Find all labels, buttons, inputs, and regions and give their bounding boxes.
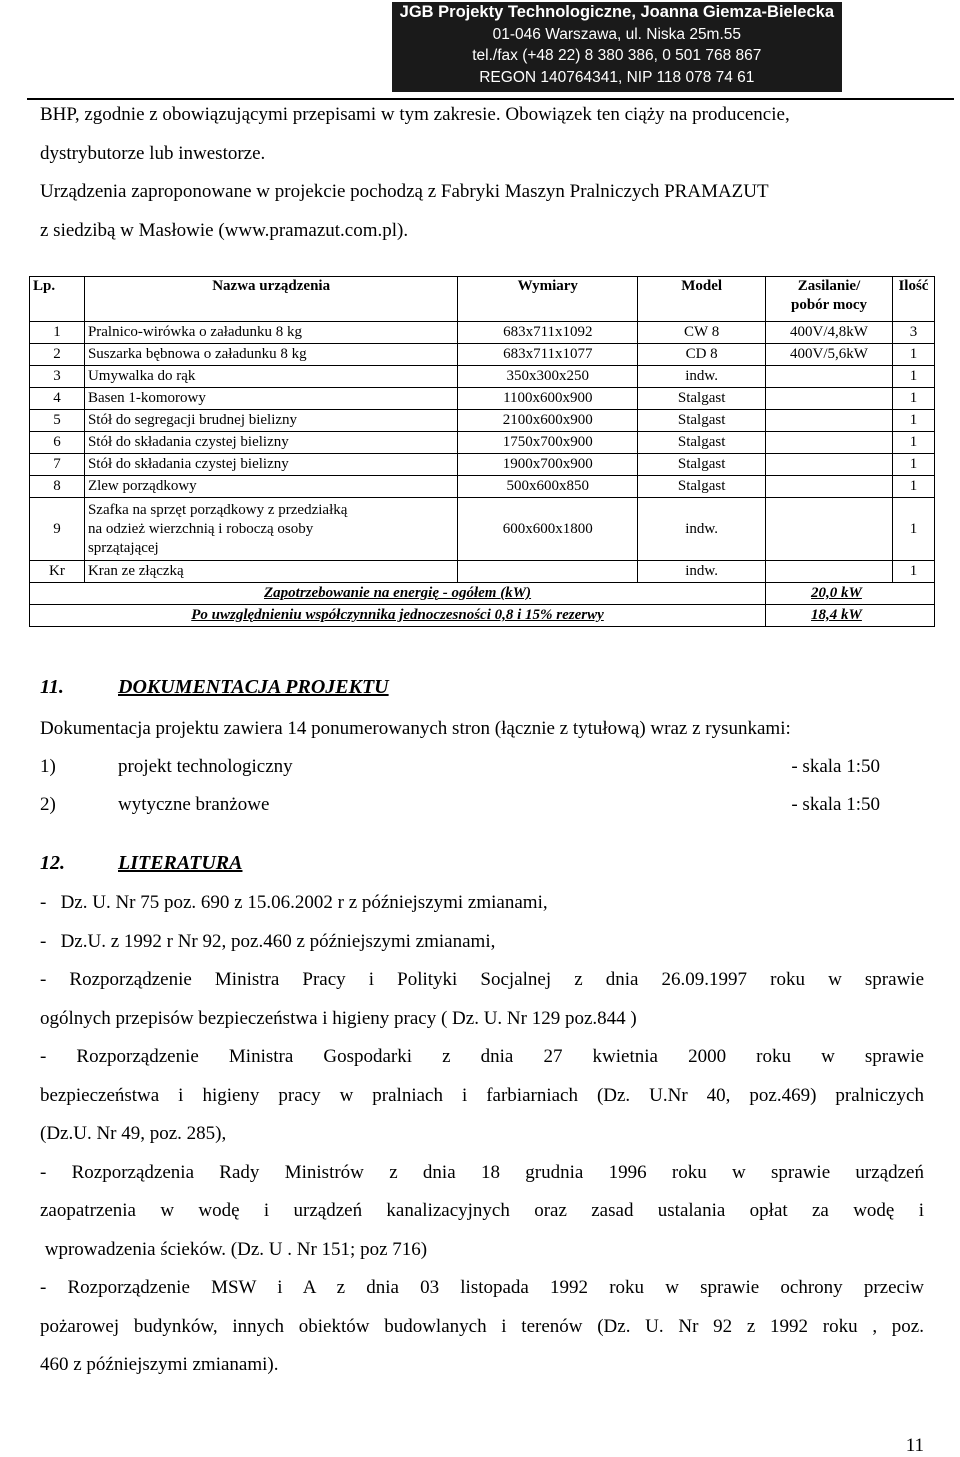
cell-model: Stalgast [638, 454, 766, 476]
intro-line: dystrybutorze lub inwestorze. [40, 142, 266, 164]
adjusted-value: 18,4 kW [766, 605, 935, 627]
section-title: DOKUMENTACJA PROJEKTU [118, 676, 389, 698]
section-11-text: Dokumentacja projektu zawiera 14 ponumerowanych stron (łącznie z tytułową) wraz z rysunkami: [40, 718, 791, 739]
cell-lp: 5 [30, 410, 85, 432]
cell-model: Stalgast [638, 388, 766, 410]
cell-power [766, 498, 893, 561]
cell-power [766, 410, 893, 432]
adjusted-label: Po uwzględnieniu współczynnika jednoczesności 0,8 i 15% rezerwy [30, 605, 766, 627]
table-row [30, 432, 935, 454]
cell-lp: 1 [30, 322, 85, 344]
cell-dims: 683x711x1092 [458, 322, 638, 344]
literature-line: ogólnych przepisów bezpieczeństwa i higieny pracy ( Dz. U. Nr 129 poz.844 ) [40, 1007, 637, 1029]
literature-list [40, 884, 924, 1385]
cell-qty: 1 [892, 454, 934, 476]
doc-item-scale: - skala 1:50 [791, 794, 880, 815]
literature-line: pożarowej budynków, innych obiektów budowlanych i terenów (Dz. U. Nr 92 z 1992 roku , poz. [40, 1315, 924, 1337]
cell-lp: 8 [30, 476, 85, 498]
cell-dims: 1900x700x900 [458, 454, 638, 476]
literature-line: - Dz. U. Nr 75 poz. 690 z 15.06.2002 r z późniejszymi zmianami, [40, 892, 548, 913]
cell-power: 400V/5,6kW [766, 344, 893, 366]
doc-item-label: projekt technologiczny [118, 756, 293, 777]
section-number: 11. [40, 676, 64, 698]
company-address: 01-046 Warszawa, ul. Niska 25m.55 [492, 25, 742, 43]
table-row [30, 454, 935, 476]
doc-item [40, 794, 880, 816]
cell-name: Basen 1-komorowy [84, 388, 457, 410]
cell-power [766, 476, 893, 498]
cell-dims: 500x600x850 [458, 476, 638, 498]
cell-lp: 6 [30, 432, 85, 454]
cell-name: Stół do składania czystej bielizny [84, 454, 457, 476]
letterhead [392, 2, 842, 92]
doc-item-number: 1) [40, 756, 56, 777]
literature-line: - Rozporządzenia Rady Ministrów z dnia 18 grudnia 1996 roku w sprawie urządzeń [40, 1161, 924, 1183]
table-row [30, 410, 935, 432]
cell-dims: 1100x600x900 [458, 388, 638, 410]
total-label: Zapotrzebowanie na energię - ogółem (kW) [30, 583, 766, 605]
intro-line: Urządzenia zaproponowane w projekcie pochodzą z Fabryki Maszyn Pralniczych PRAMAZUT [40, 181, 769, 202]
company-name: JGB Projekty Technologiczne, Joanna Giemza-Bielecka [399, 3, 834, 21]
intro-line: z siedzibą w Masłowie (www.pramazut.com.pl). [40, 219, 409, 241]
cell-power: 400V/4,8kW [766, 322, 893, 344]
company-phone: tel./fax (+48 22) 8 380 386, 0 501 768 867 [472, 47, 762, 64]
cell-name: Zlew porządkowy [84, 476, 457, 498]
cell-lp: 4 [30, 388, 85, 410]
cell-model: indw. [638, 561, 766, 583]
cell-power [766, 561, 893, 583]
cell-qty: 1 [892, 344, 934, 366]
cell-model: Stalgast [638, 476, 766, 498]
col-header-qty: Ilość [892, 277, 934, 322]
doc-item [40, 756, 880, 778]
literature-line: (Dz.U. Nr 49, poz. 285), [40, 1123, 227, 1144]
cell-qty: 1 [892, 498, 934, 561]
cell-model: CW 8 [638, 322, 766, 344]
literature-line: bezpieczeństwa i higieny pracy w pralniach i farbiarniach (Dz. U.Nr 40, poz.469) pralniczych [40, 1084, 924, 1106]
section-title: LITERATURA [118, 852, 243, 874]
cell-name: Stół do segregacji brudnej bielizny [84, 410, 457, 432]
cell-name [84, 498, 457, 561]
cell-dims: 350x300x250 [458, 366, 638, 388]
cell-dims: 1750x700x900 [458, 432, 638, 454]
literature-line: - Rozporządzenie Ministra Pracy i Polityki Socjalnej z dnia 26.09.1997 roku w sprawie [40, 969, 924, 990]
intro-paragraph [40, 96, 925, 250]
total-row [30, 583, 935, 605]
cell-dims: 600x600x1800 [458, 498, 638, 561]
literature-line: - Rozporządzenie MSW i A z dnia 03 listopada 1992 roku w sprawie ochrony przeciw [40, 1277, 924, 1298]
cell-power [766, 454, 893, 476]
cell-name-line: sprzątającej [87, 539, 159, 556]
col-header-lp: Lp. [30, 277, 85, 322]
table-row [30, 322, 935, 344]
table-header-row [30, 277, 935, 322]
col-header-name: Nazwa urządzenia [84, 277, 457, 322]
cell-dims: 683x711x1077 [458, 344, 638, 366]
cell-lp: 9 [30, 498, 85, 561]
cell-name-line: na odzież wierzchnią i roboczą osoby [87, 520, 314, 537]
equipment-table [29, 276, 935, 627]
company-regon: REGON 140764341, NIP 118 078 74 61 [479, 68, 755, 86]
table-row [30, 498, 935, 561]
page-number: 11 [905, 1435, 924, 1456]
col-header-power [766, 277, 893, 322]
cell-qty: 1 [892, 432, 934, 454]
cell-model: Stalgast [638, 410, 766, 432]
cell-model: indw. [638, 498, 766, 561]
cell-lp: 2 [30, 344, 85, 366]
cell-name: Umywalka do rąk [84, 366, 457, 388]
table-row [30, 388, 935, 410]
cell-dims [458, 561, 638, 583]
col-header-power-line2: pobór mocy [791, 297, 867, 313]
cell-lp: Kr [30, 561, 85, 583]
literature-line: zaopatrzenia w wodę i urządzeń kanalizacyjnych oraz zasad ustalania opłat za wodę i [40, 1200, 924, 1221]
col-header-dims: Wymiary [458, 277, 638, 322]
col-header-model: Model [638, 277, 766, 322]
section-12-heading [40, 852, 242, 875]
total-value: 20,0 kW [766, 583, 935, 605]
cell-qty: 1 [892, 476, 934, 498]
cell-qty: 3 [892, 322, 934, 344]
cell-power [766, 388, 893, 410]
cell-power [766, 432, 893, 454]
table-row [30, 561, 935, 583]
cell-name: Kran ze złączką [84, 561, 457, 583]
doc-item-label: wytyczne branżowe [118, 794, 270, 815]
cell-lp: 7 [30, 454, 85, 476]
cell-name-line: Szafka na sprzęt porządkowy z przedziałką [87, 501, 348, 518]
cell-name: Pralnico-wirówka o załadunku 8 kg [84, 322, 457, 344]
literature-line: 460 z późniejszymi zmianami). [40, 1354, 279, 1375]
cell-model: CD 8 [638, 344, 766, 366]
literature-line: - Dz.U. z 1992 r Nr 92, poz.460 z późniejszymi zmianami, [40, 930, 496, 952]
cell-power [766, 366, 893, 388]
cell-model: Stalgast [638, 432, 766, 454]
section-number: 12. [40, 852, 65, 874]
cell-lp: 3 [30, 366, 85, 388]
col-header-power-line1: Zasilanie/ [797, 278, 861, 294]
cell-name: Stół do składania czystej bielizny [84, 432, 457, 454]
cell-qty: 1 [892, 410, 934, 432]
table-row [30, 344, 935, 366]
intro-line: BHP, zgodnie z obowiązującymi przepisami w tym zakresie. Obowiązek ten ciąży na producencie, [40, 104, 790, 125]
cell-model: indw. [638, 366, 766, 388]
doc-item-number: 2) [40, 794, 56, 815]
section-11-heading [40, 676, 389, 699]
literature-line: - Rozporządzenie Ministra Gospodarki z dnia 27 kwietnia 2000 roku w sprawie [40, 1046, 924, 1067]
cell-qty: 1 [892, 366, 934, 388]
cell-dims: 2100x600x900 [458, 410, 638, 432]
cell-qty: 1 [892, 388, 934, 410]
cell-name: Suszarka bębnowa o załadunku 8 kg [84, 344, 457, 366]
table-row [30, 476, 935, 498]
doc-item-scale: - skala 1:50 [791, 756, 880, 777]
literature-line: wprowadzenia ścieków. (Dz. U . Nr 151; poz 716) [40, 1238, 428, 1260]
cell-qty: 1 [892, 561, 934, 583]
table-row [30, 366, 935, 388]
adjusted-total-row [30, 605, 935, 627]
